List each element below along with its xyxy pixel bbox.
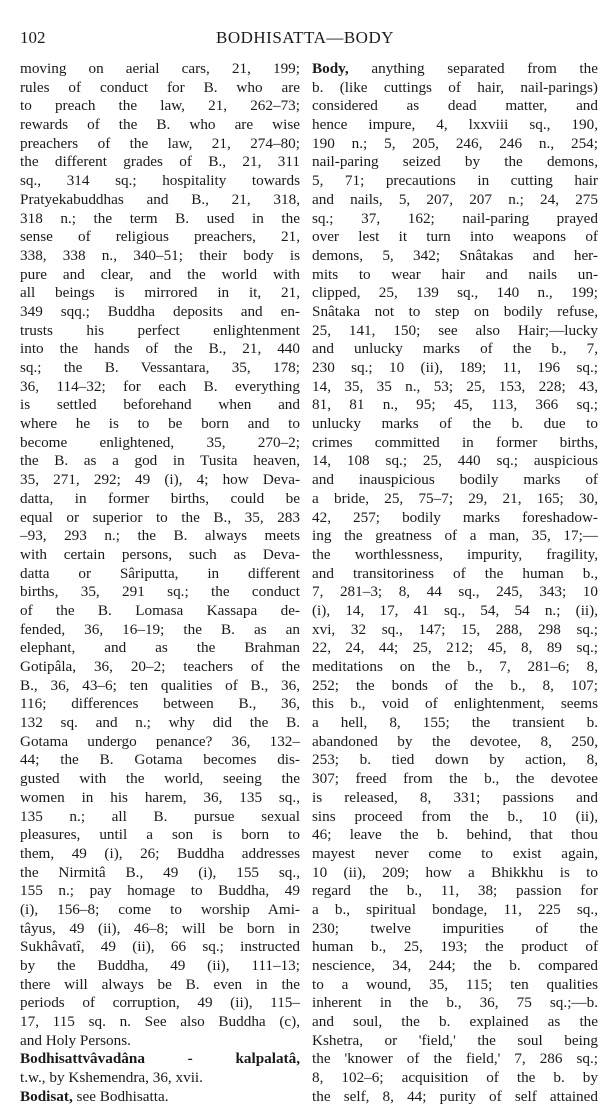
index-line: Sukhâvatî, 49 (ii), 66 sq.; instructed bbox=[20, 938, 300, 956]
page-number: 102 bbox=[20, 28, 46, 47]
index-line: 252; the bonds of the b., 8, 107; bbox=[312, 676, 598, 694]
index-line: mayest never come to exist again, bbox=[312, 844, 598, 862]
index-line: preachers of the law, 21, 274–80; bbox=[20, 134, 300, 152]
index-line: 44; the B. Gotama becomes dis- bbox=[20, 751, 300, 769]
index-line: b. (like cuttings of hair, nail-parings) bbox=[312, 78, 598, 96]
index-line: and nails, 5, 207, 207 n.; 24, 275 bbox=[312, 190, 598, 208]
headword: Bodisat, bbox=[20, 1087, 73, 1105]
index-line: 190 n.; 5, 205, 246, 246 n., 254; bbox=[312, 134, 598, 152]
index-line: 7, 281–3; 8, 44 sq., 245, 343; 10 bbox=[312, 583, 598, 601]
index-line: fended, 36, 16–19; the B. as an bbox=[20, 620, 300, 638]
right-column bbox=[312, 60, 598, 1107]
index-line: moving on aerial cars, 21, 199; bbox=[20, 60, 300, 77]
headword: Body, bbox=[312, 60, 349, 77]
index-line: and Holy Persons. bbox=[20, 1031, 131, 1049]
index-line: (i), 156–8; come to worship Ami- bbox=[20, 900, 300, 918]
index-line: considered as dead matter, and bbox=[312, 97, 598, 115]
index-line: pleasures, until a son is born to bbox=[20, 826, 300, 844]
index-line: 8, 102–6; acquisition of the b. by bbox=[312, 1069, 598, 1087]
index-line: periods of corruption, 49 (ii), 115– bbox=[20, 994, 300, 1012]
index-line: Pratyekabuddhas and B., 21, 318, bbox=[20, 190, 300, 208]
index-line: xvi, 32 sq., 147; 15, 288, 298 sq.; bbox=[312, 620, 598, 638]
index-line: 10 (ii), 209; how a Bhikkhu is to bbox=[312, 863, 598, 881]
index-line: of the B. Lomasa Kassapa de- bbox=[20, 601, 300, 619]
index-line: a hell, 8, 155; the transient b. bbox=[312, 714, 598, 732]
index-line: B., 36, 43–6; ten qualities of B., 36, bbox=[20, 676, 300, 694]
index-line: Body, anything separated from the bbox=[312, 60, 598, 77]
index-line: there will always be B. even in the bbox=[20, 975, 300, 993]
index-line: 14, 35, 35 n., 53; 25, 153, 228; 43, bbox=[312, 377, 598, 395]
index-line: 36, 114–32; for each B. everything bbox=[20, 377, 300, 395]
index-line: Gotipâla, 36, 20–2; teachers of the bbox=[20, 658, 300, 675]
index-line: 5, 71; precautions in cutting hair bbox=[312, 172, 598, 190]
index-line: a b., spiritual bondage, 11, 225 sq., bbox=[312, 900, 598, 918]
index-line: where he is to be born and to bbox=[20, 415, 300, 433]
running-head: BODHISATTA—BODY bbox=[215, 28, 395, 47]
index-line: 338, 338 n., 340–51; their body is bbox=[20, 246, 300, 264]
index-line: 135 n.; all B. pursue sexual bbox=[20, 807, 300, 825]
index-line: the self, 8, 44; purity of self attained bbox=[312, 1087, 598, 1105]
index-line: elephant, and as the Brahman bbox=[20, 639, 300, 657]
index-line: 318 n.; the term B. used in the bbox=[20, 209, 300, 227]
index-line: all beings is mirrored in it, 21, bbox=[20, 284, 300, 302]
index-line: the different grades of B., 21, 311 bbox=[20, 153, 300, 171]
index-line: to a wound, 35, 115; ten qualities bbox=[312, 975, 598, 993]
page-header bbox=[0, 28, 610, 50]
index-line: and transitoriness of the human b., bbox=[312, 564, 598, 582]
index-line: is settled beforehand when and bbox=[20, 396, 300, 414]
index-line: datta or Sâriputta, in different bbox=[20, 564, 300, 582]
index-line: sense of religious preachers, 21, bbox=[20, 228, 300, 246]
index-line: 155 n.; pay homage to Buddha, 49 bbox=[20, 882, 300, 900]
index-line: –93, 293 n.; the B. always meets bbox=[20, 527, 300, 545]
index-line: crimes committed in former births, bbox=[312, 433, 598, 451]
index-line: meditations on the b., 7, 281–6; 8, bbox=[312, 658, 598, 675]
index-line: nail-paring seized by the demons, bbox=[312, 153, 598, 171]
index-line: inherent in the b., 36, 75 sq.;—b. bbox=[312, 994, 598, 1012]
index-line: sq.; 37, 162; nail-paring prayed bbox=[312, 209, 598, 227]
index-line: demons, 5, 342; Snâtakas and her- bbox=[312, 246, 598, 264]
index-line: rewards of the B. who are wise bbox=[20, 116, 300, 134]
index-line: a bride, 25, 75–7; 29, 21, 165; 30, bbox=[312, 489, 598, 507]
index-line: 132 sq. and n.; why did the B. bbox=[20, 714, 300, 732]
index-line: become enlightened, 35, 270–2; bbox=[20, 433, 300, 451]
index-line: 307; freed from the b., the devotee bbox=[312, 770, 598, 788]
index-line: and inauspicious bodily marks of bbox=[312, 471, 598, 489]
index-line: and unlucky marks of the b., 7, bbox=[312, 340, 598, 358]
index-line: Gotama undergo penance? 36, 132– bbox=[20, 732, 300, 750]
index-line: 116; differences between B., 36, bbox=[20, 695, 300, 713]
index-line: human b., 25, 193; the product of bbox=[312, 938, 598, 956]
index-line: over lest it turn into weapons of bbox=[312, 228, 598, 246]
index-line: 22, 24, 44; 25, 212; 45, 8, 89 sq.; bbox=[312, 639, 598, 657]
index-line: 230 sq.; 10 (ii), 189; 11, 196 sq.; bbox=[312, 359, 598, 376]
index-line: sins proceed from the b., 10 (ii), bbox=[312, 807, 598, 825]
index-line: 42, 257; bodily marks foreshadow- bbox=[312, 508, 598, 526]
index-line: 17, 115 sq. n. See also Buddha (c), bbox=[20, 1013, 300, 1031]
index-line: the B. as a god in Tusita heaven, bbox=[20, 452, 300, 470]
index-line: Bodisat, see Bodhisatta. bbox=[20, 1087, 169, 1105]
index-line: with certain persons, such as Deva- bbox=[20, 545, 300, 563]
left-column bbox=[20, 60, 300, 1107]
index-line bbox=[20, 1050, 300, 1069]
index-line: pure and clear, and the world with bbox=[20, 265, 300, 283]
index-line: 230; twelve impurities of the bbox=[312, 919, 598, 937]
index-line: to preach the law, 21, 262–73; bbox=[20, 97, 300, 115]
index-line: 46; leave the b. behind, that thou bbox=[312, 826, 598, 844]
index-line: 349 sqq.; Buddha deposits and en- bbox=[20, 302, 300, 320]
index-line: 35, 271, 292; 49 (i), 4; how Deva- bbox=[20, 471, 300, 489]
index-line: datta, in former births, could be bbox=[20, 489, 300, 507]
index-line: women in his harem, 36, 135 sq., bbox=[20, 788, 300, 806]
index-line: abandoned by the devotee, 8, 250, bbox=[312, 732, 598, 750]
index-line: by the Buddha, 49 (ii), 111–13; bbox=[20, 957, 300, 974]
index-line: 14, 108 sq.; 25, 440 sq.; auspicious bbox=[312, 452, 598, 470]
index-line: births, 35, 291 sq.; the conduct bbox=[20, 583, 300, 601]
index-line: 81, 81 n., 95; 45, 113, 366 sq.; bbox=[312, 396, 598, 414]
index-line: 253; b. tied down by action, 8, bbox=[312, 751, 598, 769]
index-line: gusted with the world, seeing the bbox=[20, 770, 300, 788]
index-line: and soul, the b. explained as the bbox=[312, 1013, 598, 1031]
headword: Bodhisattvâvadâna - kalpalatâ, bbox=[20, 1050, 300, 1068]
index-line: ing the greatness of a man, 35, 17;— bbox=[312, 527, 598, 545]
index-line: nescience, 34, 244; the b. compared bbox=[312, 957, 598, 974]
index-line: hence impure, 4, lxxviii sq., 190, bbox=[312, 116, 598, 134]
index-line: tâyus, 49 (ii), 46–8; will be born in bbox=[20, 919, 300, 937]
index-line: 25, 141, 150; see also Hair;—lucky bbox=[312, 321, 598, 339]
index-line: mits to wear hair and nails un- bbox=[312, 265, 598, 283]
index-line: rules of conduct for B. who are bbox=[20, 78, 300, 96]
index-line: Kshetra, or 'field,' the soul being bbox=[312, 1031, 598, 1049]
index-line: regard the b., 11, 38; passion for bbox=[312, 882, 598, 900]
index-line: Snâtaka not to step on bodily refuse, bbox=[312, 302, 598, 320]
index-line: this b., void of enlightenment, seems bbox=[312, 695, 598, 713]
index-line: sq., 314 sq.; hospitality towards bbox=[20, 172, 300, 190]
index-line: is released, 8, 331; passions and bbox=[312, 788, 598, 806]
index-line: sq.; the B. Vessantara, 35, 178; bbox=[20, 359, 300, 376]
index-line: them, 49 (i), 26; Buddha addresses bbox=[20, 844, 300, 862]
index-line: into the hands of the B., 21, 440 bbox=[20, 340, 300, 358]
index-line: trusts his perfect enlightenment bbox=[20, 321, 300, 339]
index-line: unlucky marks of the b. due to bbox=[312, 415, 598, 433]
index-line: clipped, 25, 139 sq., 140 n., 199; bbox=[312, 284, 598, 302]
index-line: (i), 14, 17, 41 sq., 54, 54 n.; (ii), bbox=[312, 601, 598, 619]
index-line: the Nirmitâ B., 49 (i), 155 sq., bbox=[20, 863, 300, 881]
index-line: the worthlessness, impurity, fragility, bbox=[312, 545, 598, 563]
index-line: t.w., by Kshemendra, 36, xvii. bbox=[20, 1069, 203, 1087]
index-line: equal or superior to the B., 35, 283 bbox=[20, 508, 300, 526]
index-line: the 'knower of the field,' 7, 286 sq.; bbox=[312, 1050, 598, 1068]
